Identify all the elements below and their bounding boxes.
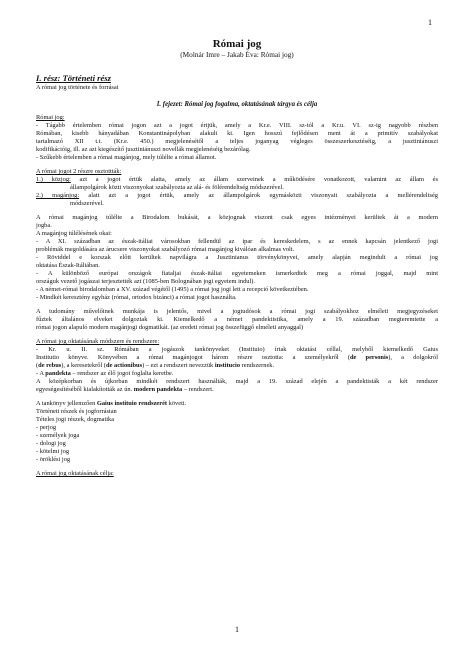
text-run: ), a dolgokról	[388, 354, 439, 361]
roman-law-heading: Római jog:	[36, 114, 65, 121]
paragraph-line: - Szűkebb értelemben a római magánjog, mely túlélte a római államot.	[36, 154, 217, 161]
paragraph-line: tartalmazó XII t.t. (Kr.e. 450.) megjelenésétől a teljes joganyag végleges összeszerkesztéséig, a jusztiniánuszi	[36, 138, 438, 145]
text-run: - A	[36, 370, 46, 377]
paragraph-line	[36, 370, 438, 378]
page-number-top: 1	[428, 18, 432, 27]
paragraph-line: - A XI. században az észak-itáliai városokban fellendül az ipar és kereskedelem, s az ennek kapcsán jelentkező jogi	[36, 238, 438, 245]
paragraph-line: problémák megoldására az árucsere viszonyokat szabályozó római magánjog kiválóan alkalmas volt.	[36, 246, 295, 253]
list-item: - dologi jog	[36, 440, 66, 447]
division-text: alatt azt a jogot értük, amely az állampolgárok egymásközti viszonyait szabályozta a mellérendeltség	[88, 192, 439, 199]
paragraph-line: - A német-római birodalomban a XV. század végétől (1495) a római jog jogi lett a recepció következtében.	[36, 286, 309, 293]
paragraph-line: állampolgárok közti viszonyokat szabályozta az alá- és fölérendeltség módszerével.	[70, 184, 284, 191]
goal-heading: A római jog oktatásának célja:	[36, 470, 114, 477]
list-item: Tételes jogi részek, dogmatika	[36, 416, 115, 423]
chapter-heading: I. fejezet: Római jog fogalma, oktatásának tárgya és célja	[156, 101, 318, 108]
paragraph-line: fűztek általános elveket dolgoztak ki. Kiemelkedő a német pandektistika, amely a 19. században megteremtette a	[36, 316, 438, 323]
term-de-actionibus: de actionibus	[106, 362, 143, 369]
paragraph-line: - Tágabb értelemben római jogon azt a jogot értjük, amely a Kr.e. VIII. sz-tól a Kr.u. VI. sz-ig nagyobb részben	[36, 122, 438, 129]
division-text: azt a jogot értük alatta, amely az állam szerveinek a működésére vonatkozott, valamint az állam és	[79, 176, 438, 183]
paragraph-line: Rómában, kisebb hányadában Konstantinápolyban alakult ki. Igen hosszú fejlődésen ment át a primitív szabályokat	[36, 130, 438, 137]
paragraph-line: jogba.	[36, 222, 52, 229]
term-de-rebus: de rebus	[38, 362, 62, 369]
division-label: 1.) közjog:	[36, 176, 71, 183]
textbook-intro	[36, 400, 438, 408]
document-title: Római jog	[212, 38, 262, 50]
paragraph-line	[36, 362, 438, 370]
paragraph-line: - Mindkét keresztény egyház (római, ortodox bizánci) a római jogot használta.	[36, 294, 237, 301]
paragraph-line: - Kr. u. II. sz. Rómában a jogászok tankönyveket (Instituio) írtak oktatási céllal, melyből kiemelkedő Gaius	[36, 346, 438, 353]
list-item: - kötelmi jog	[36, 448, 70, 455]
paragraph-line: oktatása Észak-Itáliában.	[36, 262, 100, 269]
term-de-personis: de personis	[349, 354, 389, 361]
text-run: egyeségesítéséből kialakították az ún.	[36, 386, 134, 393]
term-pandekta: pandekta	[45, 370, 71, 377]
paragraph-line: országuk vezető jogászai terjesztették azt (1085-ben Bolognában jogi egyetem indul).	[36, 278, 255, 285]
text-run: (	[36, 362, 39, 369]
text-run: rendszernek.	[240, 362, 275, 369]
text-run: ) – ezt a rendszert nevezzük	[142, 362, 215, 369]
paragraph-line: A római magánjog túlélte a Birodalom bukását, a közjognak viszont csak egyes intézményei kerültek át a modern	[36, 214, 438, 221]
reasons-heading: A magánjog túlélésének okai:	[36, 230, 112, 237]
list-item: - öröklési jog	[36, 456, 71, 463]
paragraph-line: római jogon alapuló modern magánjogi dogmatikát. (az eredeti római jog összefüggő elméleti anyaggal)	[36, 324, 304, 331]
paragraph-line	[36, 386, 438, 394]
paragraph-line: - Röviddel e korszak előtt kerültek napvilágra a Jusztinianus törvénykönyvei, amely alapján megindult a római jog	[36, 254, 438, 261]
document-authors: (Molnár Imre – Jakab Éva: Római jog)	[180, 50, 294, 59]
paragraph-line	[36, 354, 438, 362]
text-run: – rendszert.	[182, 386, 214, 393]
term-institucio: institucio	[214, 362, 241, 369]
list-item: Történeti részek és jogforrástan	[36, 408, 117, 415]
list-item: - perjog	[36, 424, 57, 431]
part-heading: I. rész: Történeti rész	[36, 73, 111, 83]
term-modern-pandekta: modern pandekta	[133, 386, 183, 393]
division-item-public-law	[36, 176, 438, 184]
methods-heading: A római jog oktatásának módszere és rendszere:	[36, 338, 160, 345]
list-item: - személyek joga	[36, 432, 80, 439]
page-number-bottom: 1	[235, 625, 239, 634]
text-run: ), a keresetekről (	[61, 362, 107, 369]
term-gaius-system: Gaius instituio rendszerét	[96, 400, 168, 407]
text-run: A tankönyv jellemzően	[36, 400, 97, 407]
divisions-heading: A római jogot 2 részre osztottták:	[36, 168, 122, 175]
paragraph-line: - A különböző európai országok fiataljai észak-itáliai egyetemeken ismerkedtek meg a római joggal, majd mint	[36, 270, 438, 277]
text-run: Institutio könyve. Könyvében a római magánjogot három részre osztotta: a személyekről (	[36, 354, 350, 361]
paragraph-line: A középkorban és újkorban mindkét rendszert használták, majd a 19. század elején a pandektisták a két rendszer	[36, 378, 438, 385]
text-run: követi.	[167, 400, 187, 407]
part-subtitle: A római jog története és forrásai	[36, 84, 119, 91]
paragraph-line: A tudomány művelőinek munkája is jelentős, mivel a jogtudósok a római jogi szabályokhoz elméleti megjegyzéseket	[36, 308, 438, 315]
division-item-private-law	[36, 192, 438, 200]
division-label: 2.) magánjog:	[36, 192, 80, 199]
text-run: – rendszer az élő jogot foglalta keretbe.	[70, 370, 174, 377]
document-body	[36, 38, 438, 478]
paragraph-line: módszerével.	[70, 200, 104, 207]
paragraph-line: kodifikációig, ill. az azt kiegészítő jusztiniánuszi novellák megjelenéséig bezárólag.	[36, 146, 251, 153]
